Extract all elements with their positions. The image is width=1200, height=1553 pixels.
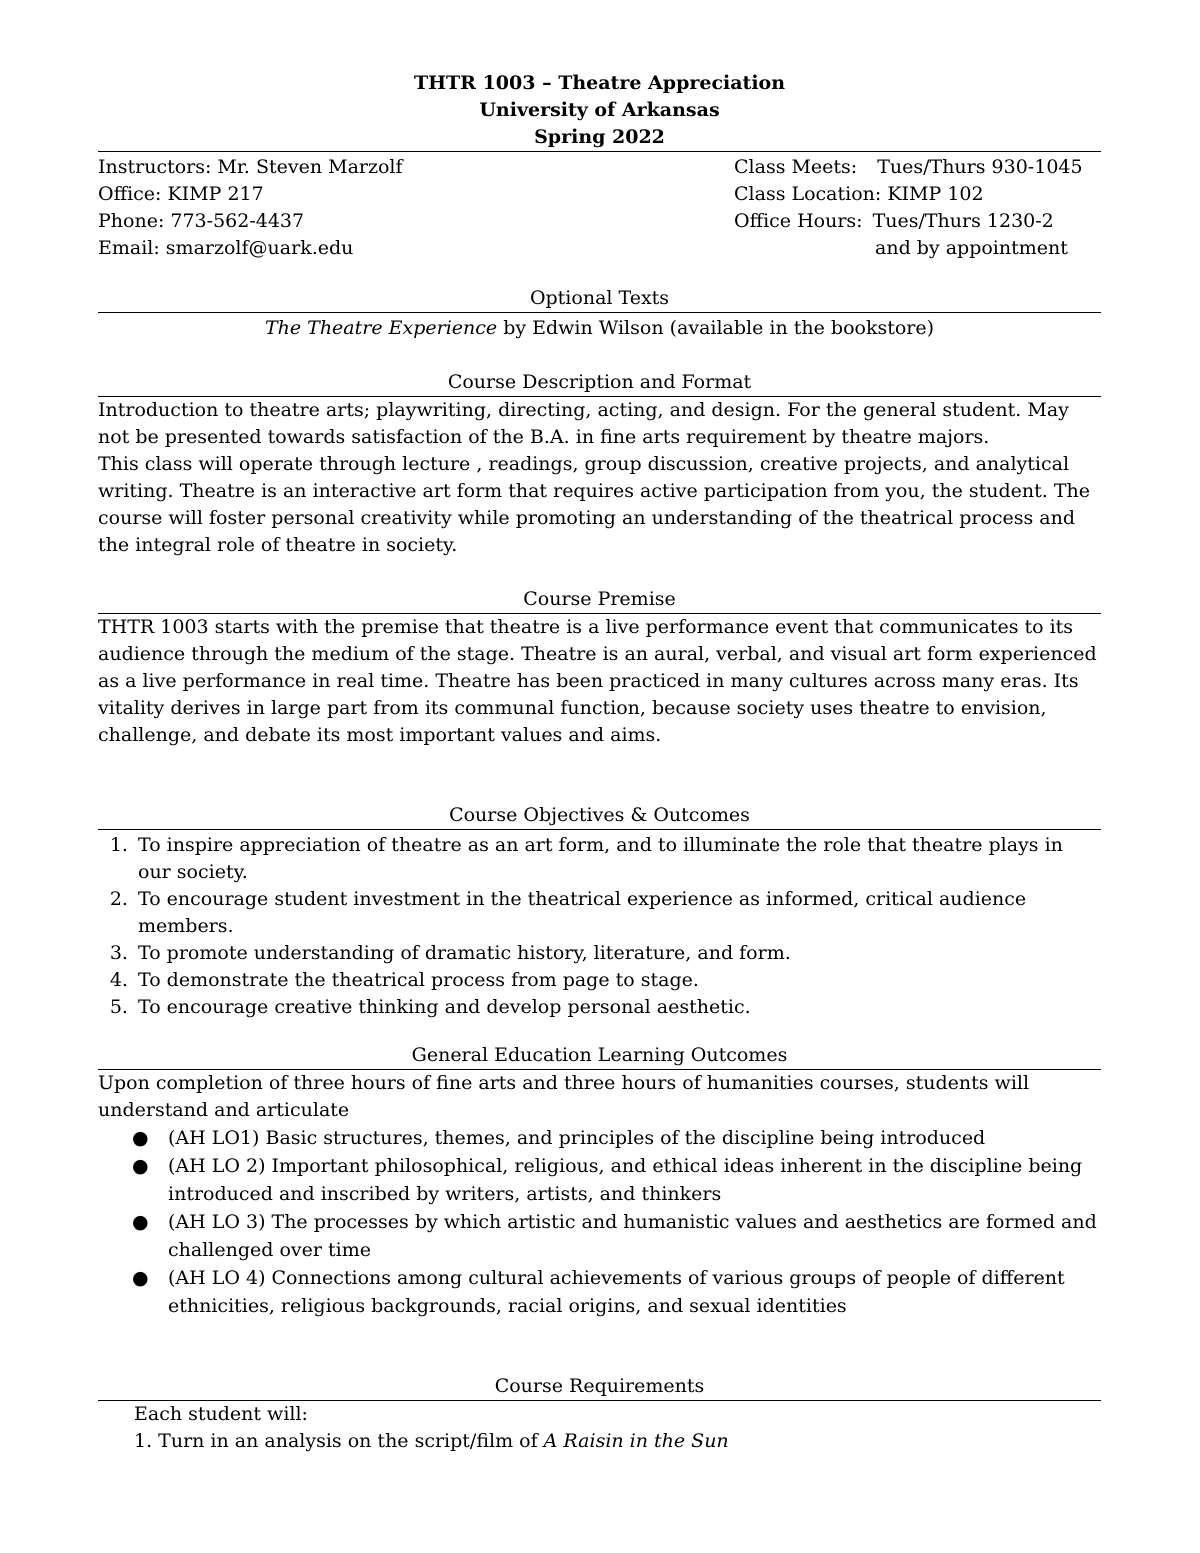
class-meets-value: Tues/Thurs 930-1045: [877, 156, 1083, 178]
instructor-line: Instructors: Mr. Steven Marzolf: [98, 156, 403, 178]
office-line: Office: KIMP 217: [98, 183, 264, 205]
premise-heading: Course Premise: [523, 588, 676, 610]
list-item: 5. To encourage creative thinking and develop personal aesthetic.: [134, 994, 1101, 1021]
list-item: 4. To demonstrate the theatrical process from page to stage.: [134, 967, 1101, 994]
gened-heading: General Education Learning Outcomes: [411, 1044, 788, 1066]
premise-paragraph: THTR 1003 starts with the premise that theatre is a live performance event that communicates to its audience through the medium of the stage. Theatre is an aural, verbal, and visual art form experienced as a live performance in real time. Theatre has been practiced in many cultures across many eras. Its vitality derives in large part from its communal function, because society uses theatre to envision, challenge, and debate its most important values and aims.: [98, 616, 1097, 746]
list-item: ● (AH LO1) Basic structures, themes, and principles of the discipline being introduced: [168, 1124, 1101, 1152]
bullet-icon: ●: [132, 1211, 149, 1233]
instructor-info: [98, 154, 403, 262]
term: Spring 2022: [534, 126, 665, 148]
document-title-block: [98, 70, 1101, 151]
divider: [98, 829, 1101, 830]
list-item: 2. To encourage student investment in the theatrical experience as informed, critical audience members.: [134, 886, 1101, 940]
requirements-intro: Each student will:: [134, 1403, 308, 1425]
description-paragraph-1: Introduction to theatre arts; playwriting, directing, acting, and design. For the general student. May not be presented towards satisfaction of the B.A. in fine arts requirement by theatre majors.: [98, 399, 1069, 448]
play-title: A Raisin in the Sun: [543, 1430, 729, 1452]
bullet-icon: ●: [132, 1127, 149, 1149]
list-item: ● (AH LO 3) The processes by which artistic and humanistic values and aesthetics are formed and challenged over time: [168, 1208, 1101, 1264]
divider: [98, 312, 1101, 313]
course-title: THTR 1003 – Theatre Appreciation: [413, 72, 786, 94]
gened-outcomes-list: [98, 1124, 1101, 1320]
requirements-list: [98, 1401, 1101, 1455]
list-item: ● (AH LO 4) Connections among cultural achievements of various groups of people of different ethnicities, religious backgrounds, racial origins, and sexual identities: [168, 1264, 1101, 1320]
objectives-heading: Course Objectives & Outcomes: [449, 804, 750, 826]
class-location-label: Class Location:: [734, 183, 882, 205]
office-hours-extra: and by appointment: [875, 237, 1068, 259]
class-location-value: KIMP 102: [887, 183, 984, 205]
requirements-heading: Course Requirements: [494, 1375, 705, 1397]
contact-info: [98, 154, 1101, 266]
university-name: University of Arkansas: [479, 99, 720, 121]
office-hours-label: Office Hours:: [734, 210, 863, 232]
phone-line: Phone: 773-562-4437: [98, 210, 305, 232]
office-hours-value: Tues/Thurs 1230-2: [872, 210, 1054, 232]
list-item: ● (AH LO 2) Important philosophical, religious, and ethical ideas inherent in the discipline being introduced and inscribed by writers, artists, and thinkers: [168, 1152, 1101, 1208]
syllabus-page: [98, 70, 1101, 1455]
list-item: 1. To inspire appreciation of theatre as an art form, and to illuminate the role that theatre plays in our society.: [134, 832, 1101, 886]
class-meets-label: Class Meets:: [734, 156, 858, 178]
class-info: [734, 154, 1083, 262]
divider: [98, 151, 1101, 152]
description-paragraph-2: This class will operate through lecture , readings, group discussion, creative projects, and analytical writing. Theatre is an interactive art form that requires active participation from you, the student. The course will foster personal creativity while promoting an understanding of the theatrical process and the integral role of theatre in society.: [98, 453, 1091, 556]
book-details: by Edwin Wilson (available in the bookstore): [497, 317, 935, 339]
requirement-item: 1. Turn in an analysis on the script/film of A Raisin in the Sun: [134, 1430, 729, 1452]
optional-texts-heading: Optional Texts: [529, 287, 670, 309]
description-heading: Course Description and Format: [447, 371, 752, 393]
gened-intro: Upon completion of three hours of fine arts and three hours of humanities courses, students will understand and articulate: [98, 1072, 1030, 1121]
email-line: Email: smarzolf@uark.edu: [98, 237, 354, 259]
optional-texts-line: [98, 315, 1101, 342]
book-title: The Theatre Experience: [264, 317, 498, 339]
bullet-icon: ●: [132, 1155, 149, 1177]
objectives-list: [98, 832, 1101, 1021]
list-item: 3. To promote understanding of dramatic history, literature, and form.: [134, 940, 1101, 967]
bullet-icon: ●: [132, 1267, 149, 1289]
